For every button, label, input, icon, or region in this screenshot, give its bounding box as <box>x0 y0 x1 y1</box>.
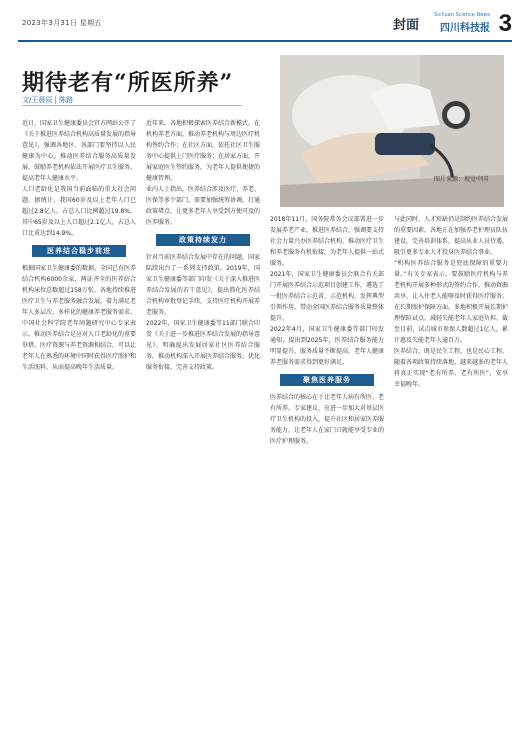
paragraph: 2018年11月，国务院常务会议部署进一步发展养老产业，推进医养结合，强调要支持社会力量兴办医养结合机构，推动医疗卫生和养老服务有机衔接，为老年人提供一站式服务。 <box>270 216 384 267</box>
paragraph: 根据国家卫生健康委的数据，全国已有医养结合机构6000余家，两证齐全的医养结合机构床位总数超过158万张。各地持续推进医疗卫生与养老服务融合发展，着力满足老年人多层次、多样化的健康养老服务需求。 <box>22 265 136 316</box>
article-byline: 文/王晨辰 | 陈路 <box>22 96 74 104</box>
paragraph: 与此同时，人才短缺仍是制约医养结合发展的重要因素。各地正在加强养老护理员队伍建设，完善培训体系，提高从业人员待遇，吸引更多专业人才投身医养结合事业。 <box>394 216 508 256</box>
article-photo <box>280 55 504 207</box>
paragraph: 医养结合的核心在于让老年人病有所医、老有所养。专家建议，应进一步加大对基层医疗卫生机构的投入，提升社区和居家医养服务能力，让老年人在家门口就能享受专业的医疗护理服务。 <box>270 394 384 445</box>
photo-illustration <box>280 55 504 207</box>
article-column-3 <box>270 214 384 720</box>
header-rule <box>18 40 512 42</box>
article-column-2 <box>146 118 260 720</box>
paragraph: 中国社会科学院老年问题研究中心专家表示，推动医养结合是应对人口老龄化的重要举措，医疗资源与养老资源相结合，可以让老年人在熟悉的环境中同时获得医疗照护和生活照料，从而提高晚年生活质量。 <box>22 320 136 371</box>
paragraph: 近年来，各地积极探索医养结合新模式。在机构养老方面，推动养老机构与周边医疗机构签约合作；在社区方面，依托社区卫生服务中心提供上门医疗服务；在居家方面，开展家庭医生签约服务，为老年人提供便捷的健康管理。 <box>146 120 260 182</box>
paragraph: 在长期照护保障方面，多地积极开展长期护理保险试点，减轻失能老年人家庭负担。截至目前，试点城市参保人数超过1亿人，累计惠及失能老年人逾百万。 <box>394 304 508 344</box>
subhead: 医养结合稳步前进 <box>32 245 126 257</box>
newspaper-name: 四川科技报 <box>440 23 490 34</box>
photo-credit: 图片来源：视觉中国 <box>434 176 489 183</box>
article-headline: 期待老有“所医所养” <box>22 70 234 96</box>
article-column-1 <box>22 118 136 720</box>
paragraph: 针对当前医养结合发展中存在的问题，国家陆续出台了一系列支持政策。2019年，国家卫生健康委等部门印发《关于深入推进医养结合发展的若干意见》，提出简化医养结合机构审批登记手续，支持医疗机构开展养老服务。 <box>146 254 260 316</box>
paragraph: 业内人士指出，医养结合涉及医疗、养老、医保等多个部门，需要加强统筹协调，打通政策堵点，让更多老年人享受到方便可及的医养服务。 <box>146 186 260 226</box>
paragraph: 近日，国家卫生健康委员会官方网站公开了《关于推进医养结合机构高质量发展的指导意见》，强调各地区、各部门要坚持以人民健康为中心，推动医养结合服务高质量发展，鼓励养老机构依法开展医疗卫生服务，提高老年人健康水平。 <box>22 120 136 182</box>
paragraph: 医养结合，既是民生工程，也是民心工程。随着各项政策持续落地，越来越多的老年人将真正实现“老有所养、老有所医”，安享幸福晚年。 <box>394 348 508 388</box>
page-number: 3 <box>498 10 512 37</box>
paragraph: 2022年，国家卫生健康委等11部门联合印发《关于进一步推进医养结合发展的指导意见》，明确提出发展居家社区医养结合服务，推动机构深入开展医养结合服务，优化服务衔接，完善支持政策。 <box>146 320 260 371</box>
paragraph: 2021年，国家卫生健康委员会联合有关部门开展医养结合示范项目创建工作，遴选了一批医养结合示范省、示范机构，发挥典型引领作用，带动全国医养结合服务质量整体提升。 <box>270 271 384 322</box>
byline-divider <box>22 105 242 106</box>
paragraph: 人口老龄化是我国当前面临的重大社会问题。据统计，我国60岁及以上老年人口已超过2.8亿人，占总人口比例超过19.8%，其中65岁及以上人口超过2.1亿人，占总人口比重达到14.9%。 <box>22 186 136 237</box>
paragraph: 2022年4月，国家卫生健康委等部门印发通知，提出到2025年，医养结合服务能力明显提升，服务质量不断提高，老年人健康养老服务需求得到更好满足。 <box>270 326 384 366</box>
paragraph: “机构医养结合服务是兜底保障的重要力量。”有关专家表示，要鼓励医疗机构与养老机构开展多种形式的签约合作，推动资源共享，让入住老人能够及时获得医疗服务。 <box>394 260 508 300</box>
section-name: 封面 <box>392 18 419 33</box>
subhead: 聚焦医养服务 <box>280 374 374 386</box>
subhead: 政策持续发力 <box>156 234 250 246</box>
article-column-4 <box>394 214 508 720</box>
issue-date: 2023年3月31日 星期五 <box>22 19 102 27</box>
newspaper-english-name: Sichuan Science News <box>434 12 490 18</box>
